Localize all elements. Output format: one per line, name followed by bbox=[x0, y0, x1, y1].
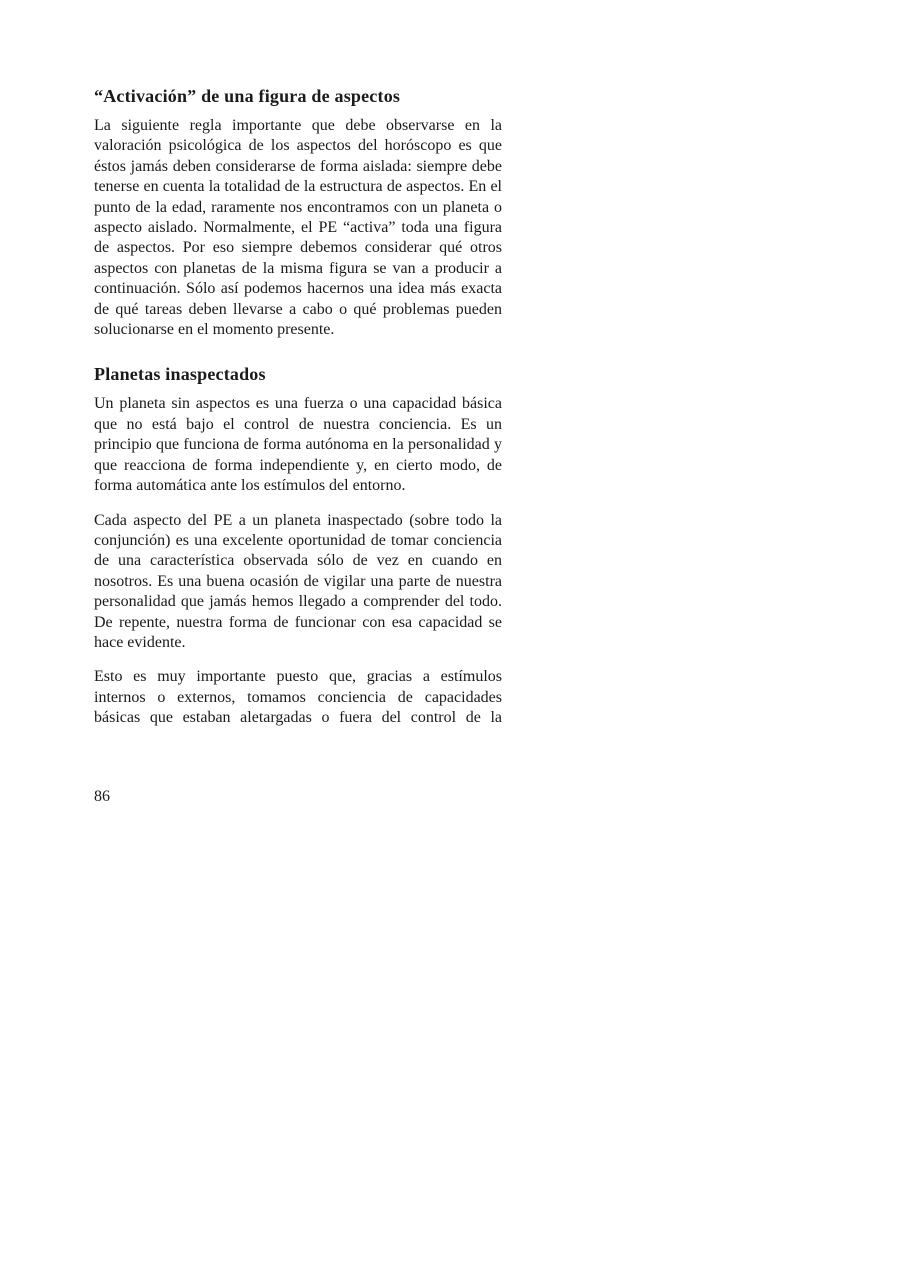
section-activacion bbox=[94, 84, 502, 340]
page-number: 86 bbox=[94, 788, 110, 805]
paragraph: Cada aspecto del PE a un planeta inaspectado (sobre todo la conjunción) es una excelente oportunidad de tomar conciencia de una característica observada sólo de vez en cuando en nosotros. Es una buena ocasión de vigilar una parte de nuestra personalidad que jamás hemos llegado a comprender del todo. De repente, nuestra forma de funcionar con esa capacidad se hace evidente. bbox=[94, 511, 502, 651]
paragraph: Esto es muy importante puesto que, gracias a estímulos internos o externos, tomamos conciencia de capacidades básicas que estaban aletargadas o fuera del control de la bbox=[94, 668, 502, 727]
section-planetas-inaspectados bbox=[94, 362, 502, 728]
section-heading: Planetas inaspectados bbox=[94, 364, 266, 385]
page-body bbox=[94, 84, 502, 729]
paragraph: La siguiente regla importante que debe observarse en la valoración psicológica de los aspectos del horóscopo es que éstos jamás deben considerarse de forma aislada: siempre debe tenerse en cuenta la totalidad de la estructura de aspectos. En el punto de la edad, raramente nos encontramos con un planeta o aspecto aislado. Normalmente, el PE “activa” toda una figura de aspectos. Por eso siempre debemos considerar qué otros aspectos con planetas de la misma figura se van a producir a continuación. Sólo así podemos hacernos una idea más exacta de qué tareas deben llevarse a cabo o qué problemas pueden solucionarse en el momento presente. bbox=[94, 117, 502, 339]
section-heading: “Activación” de una figura de aspectos bbox=[94, 86, 401, 106]
paragraph: Un planeta sin aspectos es una fuerza o una capacidad básica que no está bajo el control de nuestra conciencia. Es un principio que funciona de forma autónoma en la personalidad y que reacciona de forma independiente y, en cierto modo, de forma automática ante los estímulos del entorno. bbox=[94, 395, 502, 495]
